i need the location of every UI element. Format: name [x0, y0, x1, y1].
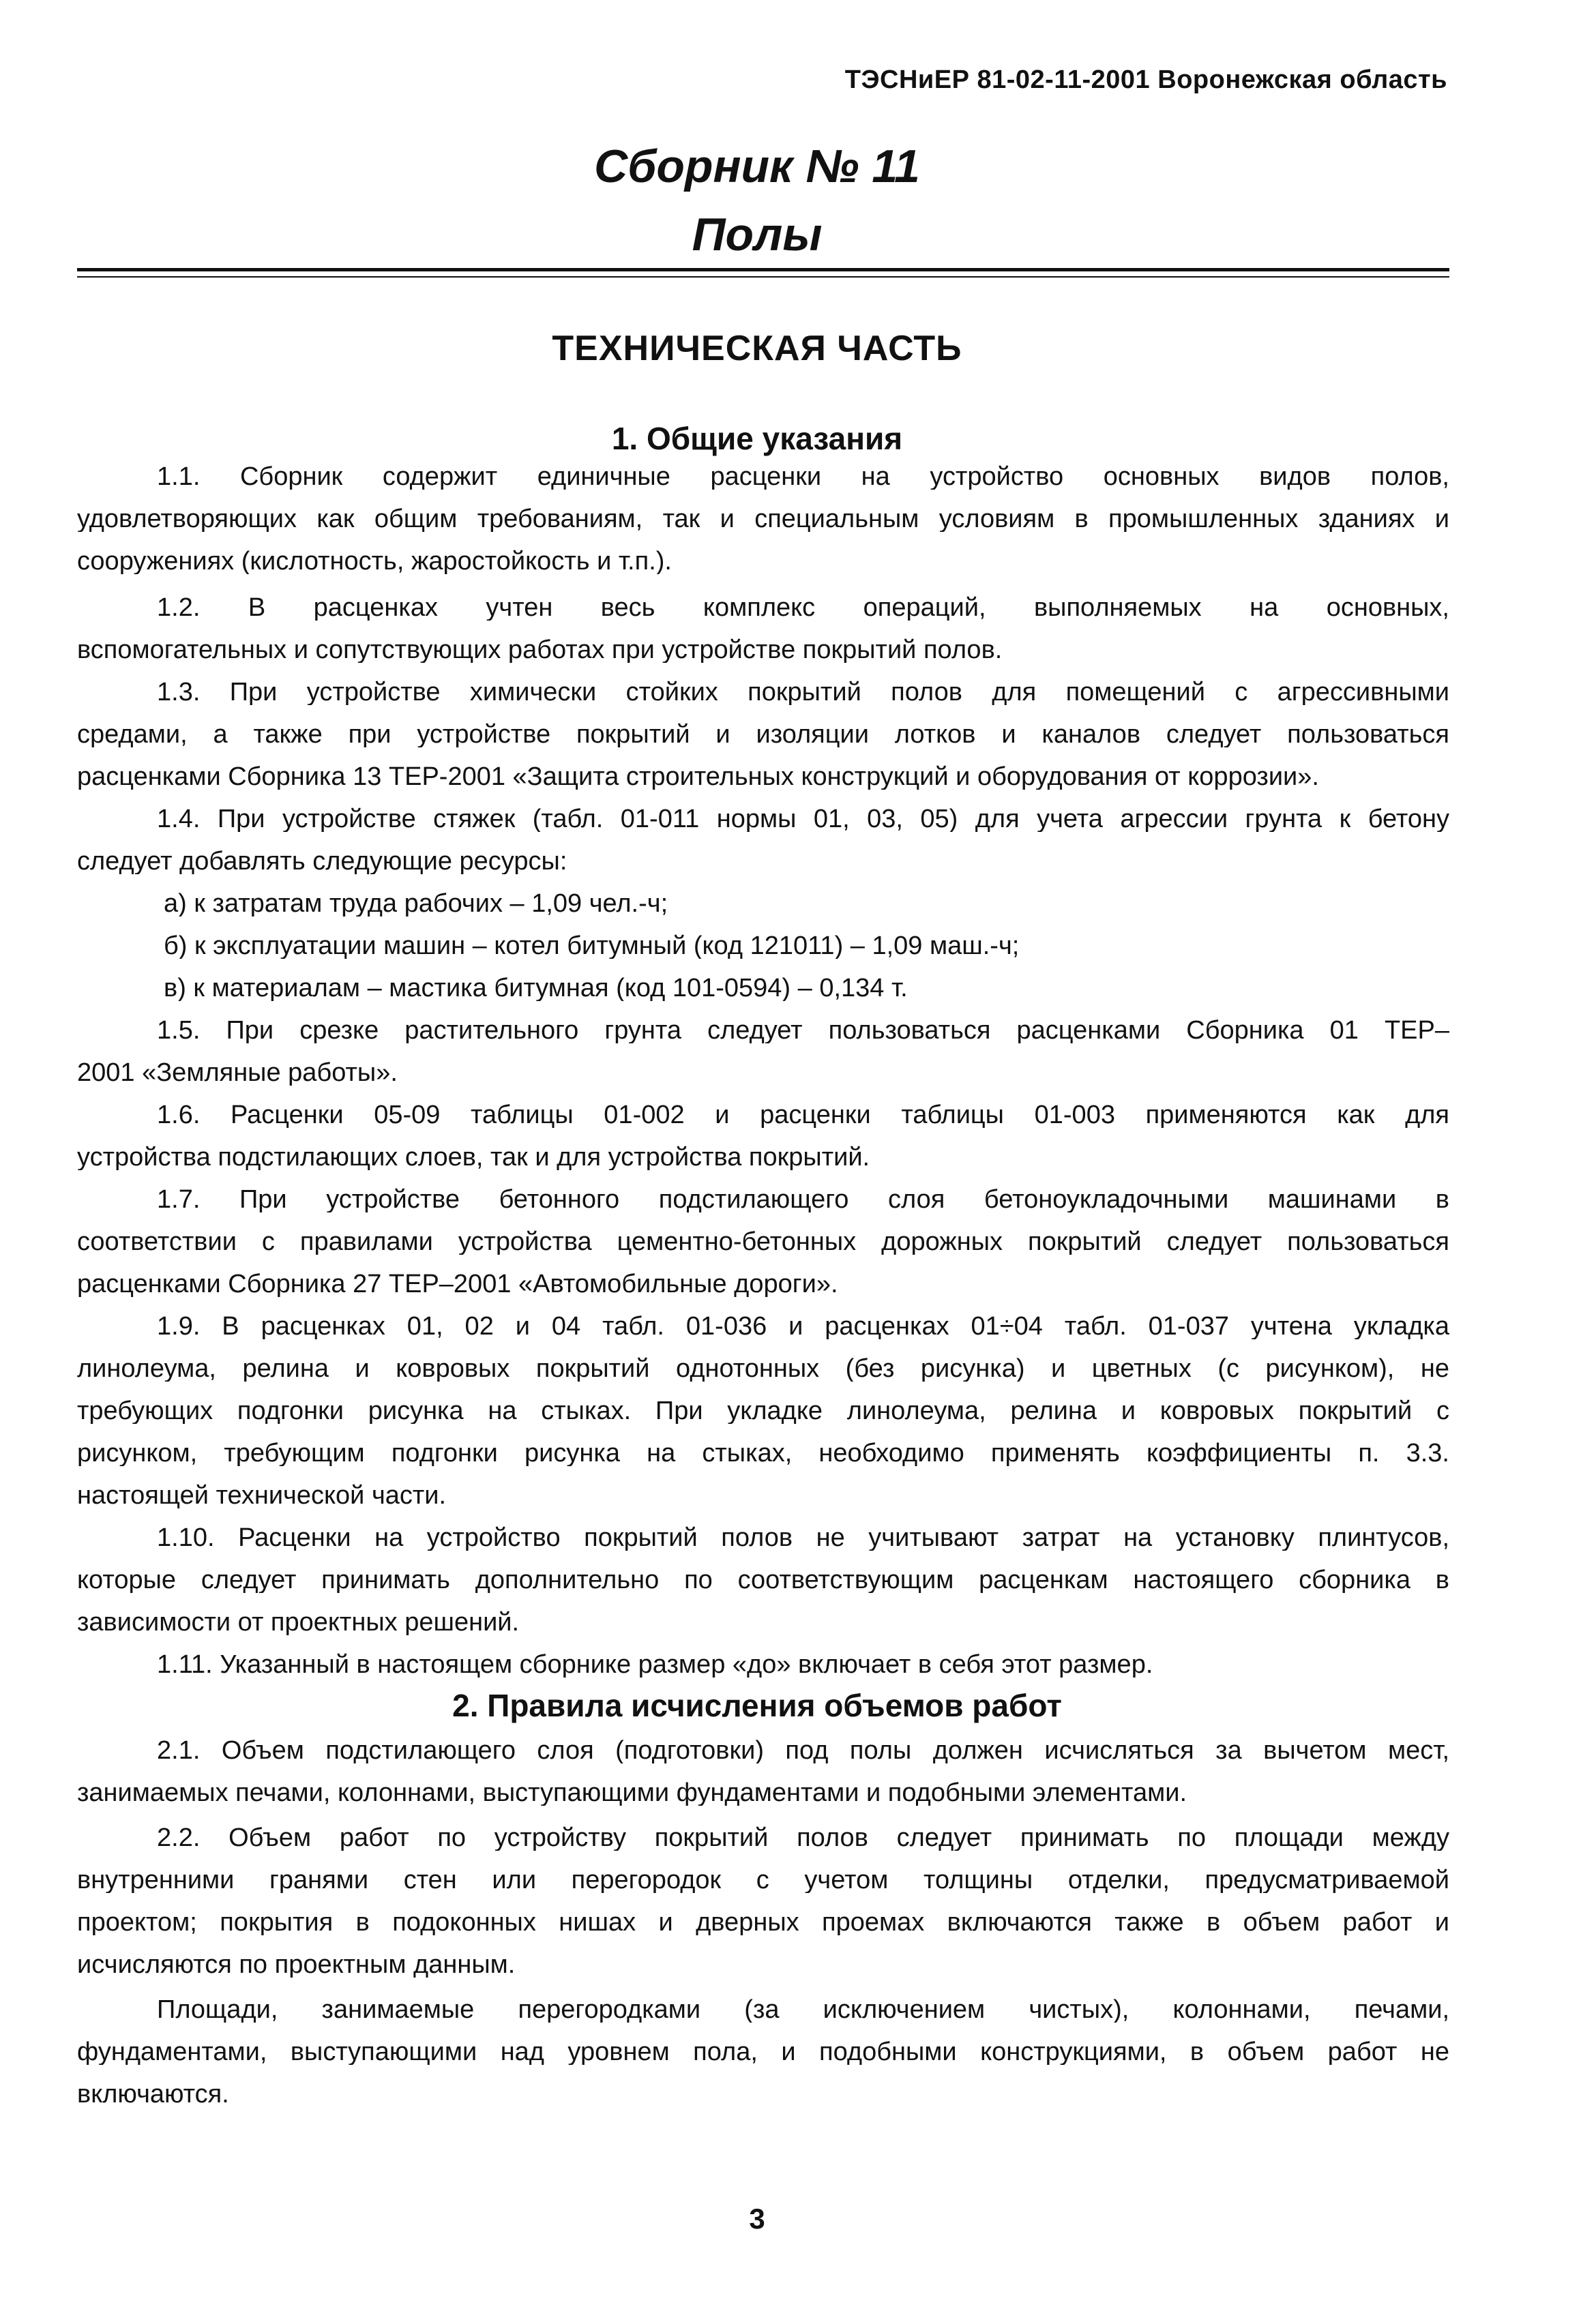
paragraph-line: линолеума, релина и ковровых покрытий однотонных (без рисунка) и цветных (с рисунком), не: [77, 1356, 1449, 1382]
paragraph-line: исчисляются по проектным данным.: [77, 1952, 516, 1978]
paragraph-line: 1.6. Расценки 05-09 таблицы 01-002 и расценки таблицы 01-003 применяются как для: [157, 1102, 1449, 1128]
paragraph-line: 2001 «Земляные работы».: [77, 1060, 398, 1086]
paragraph-line: 1.1. Сборник содержит единичные расценки на устройство основных видов полов,: [157, 464, 1449, 490]
paragraph-line: расценками Сборника 13 ТЕР-2001 «Защита строительных конструкций и оборудования от коррозии».: [77, 764, 1319, 790]
section-2-heading: 2. Правила исчисления объемов работ: [452, 1688, 1062, 1723]
paragraph-line: занимаемых печами, колоннами, выступающими фундаментами и подобными элементами.: [77, 1780, 1187, 1806]
paragraph-line: 1.11. Указанный в настоящем сборнике размер «до» включает в себя этот размер.: [157, 1652, 1153, 1678]
paragraph-line: включаются.: [77, 2081, 229, 2107]
section-1-heading: 1. Общие указания: [611, 421, 903, 456]
paragraph-line: средами, а также при устройстве покрытий и изоляции лотков и каналов следует пользоваться: [77, 721, 1449, 747]
paragraph-line: требующих подгонки рисунка на стыках. При укладке линолеума, релина и ковровых покрытий с: [77, 1398, 1449, 1424]
paragraph-line: 1.7. При устройстве бетонного подстилающего слоя бетоноукладочными машинами в: [157, 1187, 1449, 1212]
paragraph-line: расценками Сборника 27 ТЕР–2001 «Автомобильные дороги».: [77, 1271, 838, 1297]
paragraph-line: устройства подстилающих слоев, так и для устройства покрытий.: [77, 1144, 870, 1170]
paragraph-line: 1.3. При устройстве химически стойких покрытий полов для помещений с агрессивными: [157, 679, 1449, 705]
collection-name-title: Полы: [692, 209, 823, 260]
paragraph-line: проектом; покрытия в подоконных нишах и дверных проемах включаются также в объем работ и: [77, 1909, 1449, 1935]
paragraph-line: 1.4. При устройстве стяжек (табл. 01-011 нормы 01, 03, 05) для учета агрессии грунта к бетону: [157, 806, 1449, 832]
paragraph-line: 2.2. Объем работ по устройству покрытий полов следует принимать по площади между: [157, 1825, 1449, 1851]
list-item: б) к эксплуатации машин – котел битумный (код 121011) – 1,09 маш.-ч;: [164, 933, 1020, 959]
page-number: 3: [749, 2203, 765, 2235]
paragraph-line: сооружениях (кислотность, жаростойкость и т.п.).: [77, 548, 672, 574]
paragraph-line: 1.10. Расценки на устройство покрытий полов не учитывают затрат на установку плинтусов,: [157, 1525, 1449, 1551]
title-rule-thick: [77, 268, 1449, 271]
title-rule-thin: [77, 276, 1449, 278]
paragraph-line: удовлетворяющих как общим требованиям, так и специальным условиям в промышленных зданиях и: [77, 506, 1449, 532]
paragraph-line: внутренними гранями стен или перегородок с учетом толщины отделки, предусматриваемой: [77, 1867, 1449, 1893]
paragraph-line: рисунком, требующим подгонки рисунка на стыках, необходимо применять коэффициенты п. 3.3.: [77, 1440, 1449, 1466]
list-item: в) к материалам – мастика битумная (код 101-0594) – 0,134 т.: [164, 975, 908, 1001]
paragraph-line: 1.9. В расценках 01, 02 и 04 табл. 01-036 и расценках 01÷04 табл. 01-037 учтена укладка: [157, 1313, 1449, 1339]
paragraph-line: фундаментами, выступающими над уровнем пола, и подобными конструкциями, в объем работ не: [77, 2039, 1449, 2065]
paragraph-line: соответствии с правилами устройства цементно-бетонных дорожных покрытий следует пользоваться: [77, 1229, 1449, 1255]
paragraph-line: 1.5. При срезке растительного грунта следует пользоваться расценками Сборника 01 ТЕР–: [157, 1017, 1449, 1043]
collection-number-title: Сборник № 11: [594, 140, 920, 192]
paragraph-line: настоящей технической части.: [77, 1483, 447, 1508]
technical-part-heading: ТЕХНИЧЕСКАЯ ЧАСТЬ: [552, 329, 962, 368]
list-item: а) к затратам труда рабочих – 1,09 чел.-ч;: [164, 891, 668, 917]
paragraph-line: вспомогательных и сопутствующих работах при устройстве покрытий полов.: [77, 637, 1003, 663]
running-header: ТЭСНиЕР 81-02-11-2001 Воронежская область: [844, 65, 1447, 94]
paragraph-line: 2.1. Объем подстилающего слоя (подготовки) под полы должен исчисляться за вычетом мест,: [157, 1738, 1449, 1763]
paragraph-line: Площади, занимаемые перегородками (за исключением чистых), колоннами, печами,: [157, 1997, 1449, 2023]
paragraph-line: которые следует принимать дополнительно по соответствующим расценкам настоящего сборника в: [77, 1567, 1449, 1593]
paragraph-line: зависимости от проектных решений.: [77, 1609, 520, 1635]
paragraph-line: 1.2. В расценках учтен весь комплекс операций, выполняемых на основных,: [157, 595, 1449, 621]
paragraph-line: следует добавлять следующие ресурсы:: [77, 848, 567, 874]
